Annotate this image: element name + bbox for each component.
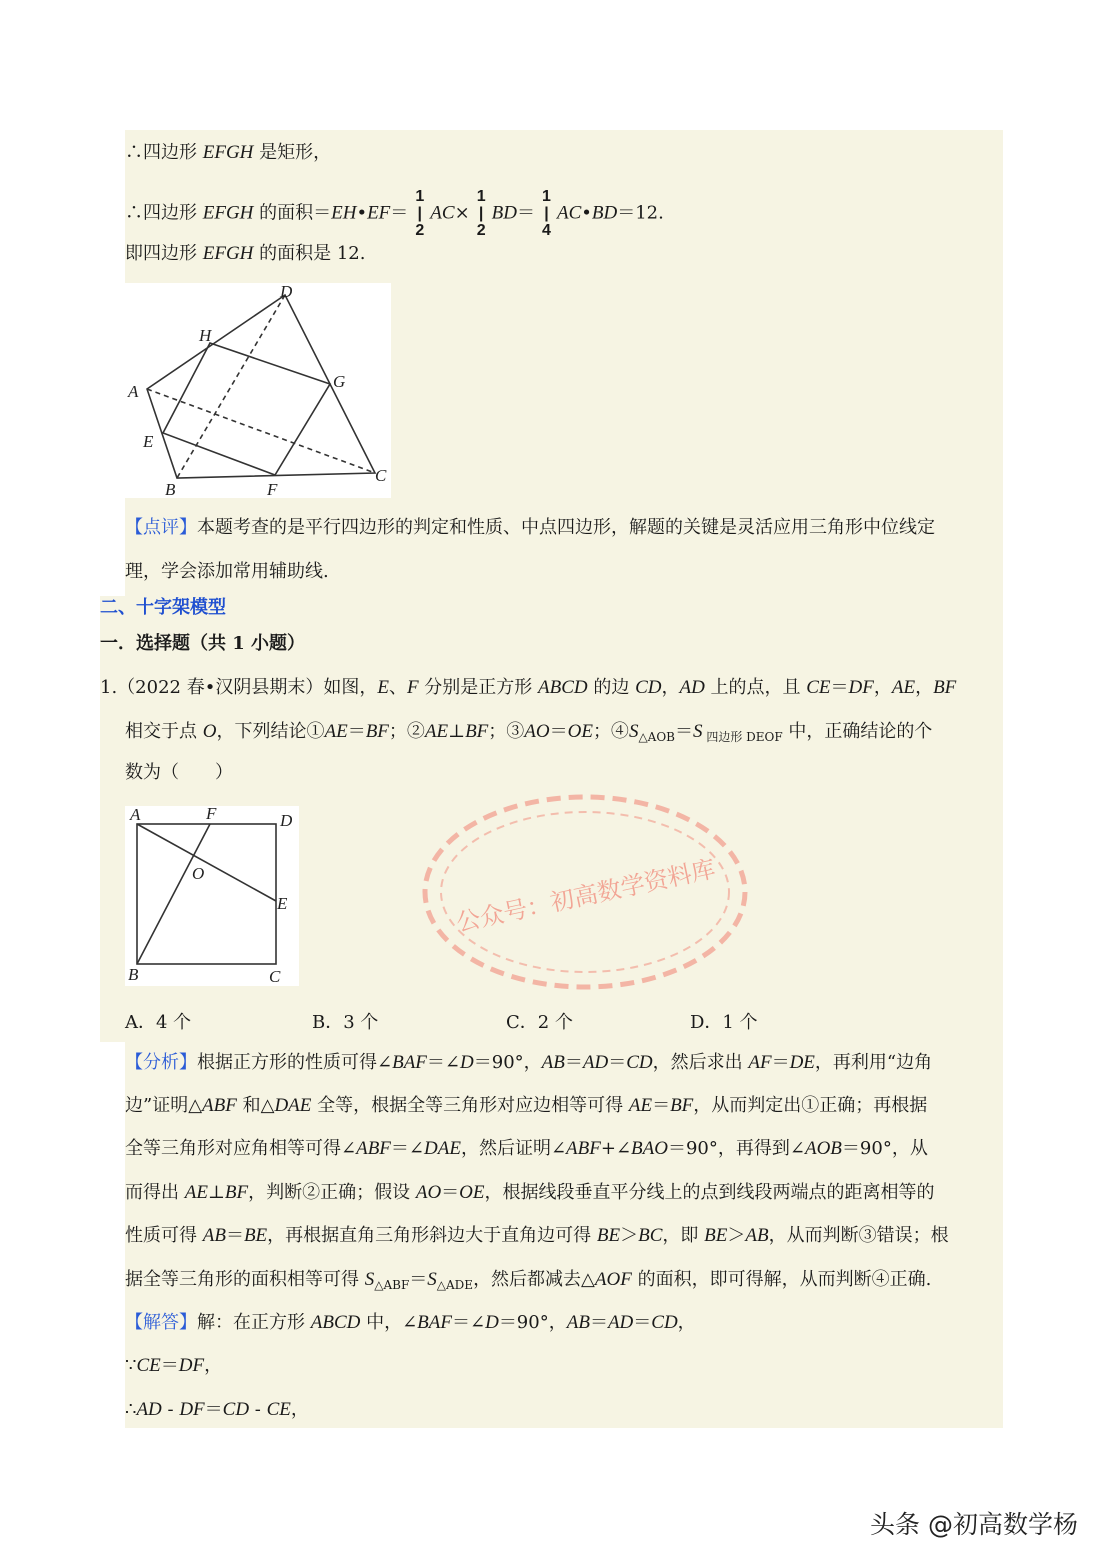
math-variable: O [202,721,217,742]
text-segment: ；③ [488,721,525,742]
math-variable: EFGH [202,243,254,264]
text-segment: ＝90°，再得到∠ [667,1138,805,1159]
math-variable: AOF [594,1269,632,1290]
text-segment: ＞ [727,1225,746,1246]
math-variable: AB [202,1225,226,1246]
text-segment: ，然后证明∠ [460,1138,567,1159]
text-segment: 根据正方形的性质可得∠ [197,1052,393,1073]
math-variable: DF [848,677,874,698]
option-a: A．4 个 [125,1012,192,1033]
math-variable: AD [136,1399,162,1420]
text-segment: ＝ [652,1095,671,1116]
text-segment: 中，∠ [360,1312,418,1333]
option-b: B．3 个 [312,1012,379,1033]
math-variable: F [406,677,419,698]
math-variable: AOB [804,1138,842,1159]
text-segment: 的面积是 12. [253,243,366,264]
text-segment: ， [873,677,892,698]
text-segment: ，根据线段垂直平分线上的点到线段两端点的距离相等的 [484,1182,935,1203]
text-segment: 的面积，即可得解，从而判断④正确. [631,1269,932,1290]
text-segment: ＝ [409,1269,428,1290]
math-variable: BC [638,1225,663,1246]
text-segment: 的面积＝ [253,202,332,224]
math-variable: AE [184,1182,208,1203]
text-segment: 即四边形 [125,243,203,264]
rectangle-efgh [163,343,330,475]
text-segment: 和△ [236,1095,275,1116]
math-variable: AF [748,1052,772,1073]
text-segment: • [356,202,368,224]
math-variable: AO [415,1182,442,1203]
math-variable: BE [243,1225,268,1246]
fraction: 1|4 [538,188,555,239]
math-variable: OE [567,721,593,742]
text-segment: ， [915,677,934,698]
text-segment: ＝∠ [426,1052,461,1073]
text-segment: ＝ [589,1312,608,1333]
fraction: 1|2 [472,188,490,239]
math-variable: E [377,677,389,698]
text-segment: 1.（2022 春•汉阴县期末）如图， [100,677,378,698]
text-line [125,1398,309,1422]
text-segment: 是矩形， [253,142,332,163]
text-segment: 据全等三角形的面积相等可得 [125,1269,365,1290]
math-variable: DE [789,1052,815,1073]
math-variable: ABF [356,1138,391,1159]
text-segment: ，再根据直角三角形斜边大于直角边可得 [267,1225,597,1246]
math-variable: AE [424,721,449,742]
label-f: F [206,806,217,823]
math-variable: AD [607,1312,634,1333]
text-segment: 而得出 [125,1182,185,1203]
text-segment: ， [204,1355,223,1376]
text-segment: 理，学会添加常用辅助线. [125,561,329,582]
text-segment: ， [661,677,680,698]
text-segment: ，判断②正确；假设 [248,1182,416,1203]
math-variable: ABF [566,1138,601,1159]
text-line [125,141,331,165]
math-variable: BF [933,677,957,698]
section-tag: 【解答】 [125,1312,197,1333]
math-variable: EFGH [202,202,254,224]
math-variable: BD [491,202,517,224]
text-segment: - [161,1399,180,1420]
text-segment: ＝ [549,721,568,742]
text-segment: 本题考查的是平行四边形的判定和性质、中点四边形，解题的关键是灵活应用三角形中位线定 [197,517,935,538]
text-segment: 全等三角形对应角相等可得∠ [125,1138,357,1159]
math-variable: D [460,1052,474,1073]
text-line [125,1224,949,1248]
text-line [125,1268,931,1297]
text-segment: ＝ [633,1312,652,1333]
fraction: 1|2 [411,188,429,239]
subscript: △ABF [374,1278,410,1292]
math-variable: S [693,721,703,742]
text-segment: ＝∠ [390,1138,425,1159]
text-line [125,1354,222,1378]
text-segment: ＝∠ [451,1312,486,1333]
math-variable: CE [266,1399,291,1420]
math-variable: AD [679,677,705,698]
diagonal-bd [177,295,285,478]
math-variable: CD [626,1052,653,1073]
text-line [100,632,305,656]
text-segment: ，从而判定出①正确；再根据 [693,1095,928,1116]
math-variable: DF [179,1399,205,1420]
math-variable: BF [224,1182,249,1203]
text-line [125,761,233,785]
math-variable: BF [670,1095,694,1116]
math-variable: CD [651,1312,678,1333]
option-d: D．1 个 [690,1012,758,1033]
text-segment: ⊥ [448,721,466,742]
text-segment: ＝12. [617,202,664,224]
figure-square-abcd [125,806,299,986]
label-c: C [375,466,387,485]
text-line [125,1181,935,1205]
label-b: B [128,965,139,984]
text-segment: ，即 [662,1225,705,1246]
math-variable: CD [635,677,662,698]
text-segment: ∴ [125,1399,137,1420]
math-variable: BE [704,1225,728,1246]
text-segment: 分别是正方形 [418,677,538,698]
text-segment: ＝90°， [498,1312,567,1333]
text-segment: ，下列结论① [216,721,325,742]
text-segment: 全等，根据全等三角形对应边相等可得 [311,1095,629,1116]
text-segment: ⊥ [207,1182,225,1203]
math-variable: EFGH [202,142,254,163]
footer-attribution: 头条 @初高数学杨 [870,1510,1078,1539]
text-segment: 相交于点 [125,721,203,742]
text-segment: ＝ [675,721,693,742]
math-variable: DAE [274,1095,312,1116]
math-variable: BF [465,721,489,742]
math-variable: BF [365,721,389,742]
text-segment: ，然后求出 [652,1052,749,1073]
text-segment: 性质可得 [125,1225,203,1246]
text-segment: ∴四边形 [125,142,203,163]
math-variable: EF [367,202,391,224]
text-segment: × [454,202,470,224]
math-variable: S [364,1269,375,1290]
label-c: C [269,967,281,986]
math-variable: S [427,1269,437,1290]
watermark-text: 公众号：初高数学资料库 [453,854,718,938]
text-segment: ＝ [225,1225,244,1246]
math-variable: AE [324,721,348,742]
text-segment: 解：在正方形 [197,1312,311,1333]
label-a: A [130,806,141,824]
math-variable: OE [459,1182,485,1203]
label-d: D [280,283,293,301]
highlight-background [100,596,126,1042]
math-variable: BD [591,202,618,224]
math-variable: AC [557,202,582,224]
segment-ae [137,824,276,901]
text-segment: 上的点，且 [704,677,807,698]
math-variable: CE [136,1355,161,1376]
subscript: △AOB [638,730,675,744]
math-variable: S [628,721,639,742]
figure-quadrilateral-efgh [125,283,391,498]
text-segment: ＝ [517,202,535,224]
text-segment: ∴四边形 [125,202,203,224]
label-f: F [267,480,278,498]
text-segment: ＞ [620,1225,639,1246]
text-line [125,560,329,584]
text-segment: 边”证明△ [125,1095,203,1116]
option-c: C．2 个 [506,1012,573,1033]
text-segment: +∠ [600,1138,632,1159]
text-line [125,1311,696,1335]
text-segment: 数为（ ） [125,762,233,783]
text-line [100,676,956,700]
math-variable: CE [806,677,831,698]
math-variable: D [485,1312,499,1333]
math-variable: AO [524,721,550,742]
text-segment: • [581,202,592,224]
math-variable: DF [178,1355,205,1376]
math-variable: AC [430,202,455,224]
text-segment: 中，正确结论的个 [782,721,933,742]
text-segment: ＝ [771,1052,790,1073]
label-b: B [165,480,176,498]
math-variable: ABCD [538,677,588,698]
text-line [125,1051,932,1075]
text-segment: 、 [388,677,407,698]
math-variable: BAF [392,1052,427,1073]
text-segment: ， [677,1312,696,1333]
text-segment: ＝ [564,1052,583,1073]
section-heading: 一．选择题（共 1 小题） [100,633,306,654]
math-variable: AB [566,1312,590,1333]
text-segment: ＝ [608,1052,627,1073]
section-heading: 二、十字架模型 [100,597,226,618]
text-segment: ＝90°，从 [841,1138,928,1159]
section-tag: 【点评】 [125,517,197,538]
text-segment: ＝ [441,1182,460,1203]
label-o: O [192,864,205,883]
math-variable: EH [331,202,357,224]
math-variable: DAE [424,1138,461,1159]
text-line [125,720,932,749]
label-g: G [333,372,346,391]
text-segment: ＝ [830,677,849,698]
text-segment: ∵ [125,1355,137,1376]
subscript: 四边形 DEOF [702,730,783,744]
math-variable: CD [222,1399,250,1420]
diagonal-ac [147,389,375,473]
text-line [125,188,664,239]
label-a: A [128,382,139,401]
text-line [125,1094,927,1118]
text-segment: ＝ [390,202,409,224]
text-segment: - [249,1399,267,1420]
text-segment: ，从而判断③错误；根 [768,1225,949,1246]
text-segment: ；④ [592,721,629,742]
text-segment: ，再利用“边角 [814,1052,933,1073]
text-segment: ，然后都减去△ [473,1269,595,1290]
text-line [125,242,365,266]
math-variable: BAO [631,1138,668,1159]
math-variable: ABCD [310,1312,361,1333]
math-variable: AB [745,1225,769,1246]
text-segment: ＝ [160,1355,179,1376]
square-abcd [137,824,276,964]
math-variable: AD [582,1052,609,1073]
math-variable: BE [596,1225,621,1246]
text-segment: ＝ [347,721,366,742]
text-segment: ；② [388,721,425,742]
label-e: E [277,894,288,913]
text-line [100,596,226,620]
label-h: H [199,326,212,345]
text-segment: ， [290,1399,309,1420]
text-segment: 的边 [587,677,636,698]
math-variable: ABF [202,1095,237,1116]
text-segment: ＝90°， [473,1052,542,1073]
text-segment: ＝ [204,1399,223,1420]
label-d: D [280,811,293,830]
subscript: △ADE [436,1278,474,1292]
math-variable: AE [891,677,916,698]
math-variable: AB [541,1052,565,1073]
math-variable: BAF [417,1312,452,1333]
label-e: E [143,432,154,451]
section-tag: 【分析】 [125,1052,197,1073]
text-line [125,516,935,540]
text-line [125,1137,928,1161]
math-variable: AE [628,1095,653,1116]
